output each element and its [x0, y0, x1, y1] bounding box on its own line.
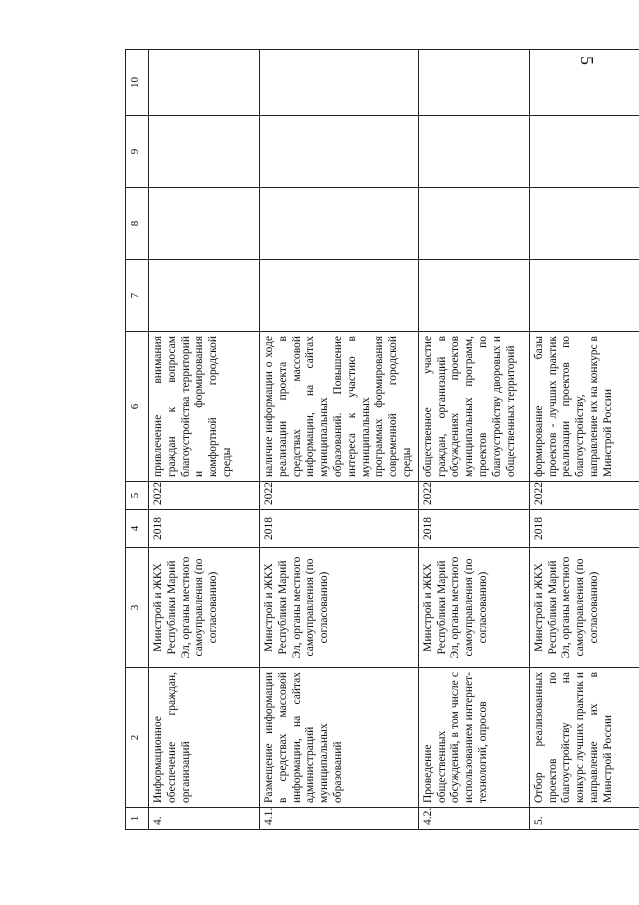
end-year-cell: 2022 — [418, 482, 529, 510]
col-header-4: 4 — [126, 510, 149, 548]
executor-cell: Минстрой и ЖКХ Республики Марий Эл, органы местного самоуправления (по согласованию) — [260, 548, 419, 668]
row-number: 5. — [529, 808, 639, 830]
empty-cell — [529, 116, 639, 188]
end-year-cell: 2022 — [529, 482, 639, 510]
start-year-cell: 2018 — [529, 510, 639, 548]
event-cell: Отбор реализованных проектов по благоустройству на конкурс лучших практик и направление их в Минстрой России — [529, 668, 639, 808]
result-cell: формирование базы проектов - лучших практик реализации проектов по благоустройству, направление их на конкурс в Минстрой России — [529, 332, 639, 482]
table-row — [418, 50, 529, 830]
empty-cell — [529, 188, 639, 260]
end-year-cell: 2022 — [260, 482, 419, 510]
row-number: 4.1. — [260, 808, 419, 830]
empty-cell — [418, 50, 529, 116]
empty-cell — [149, 188, 260, 260]
empty-cell — [418, 116, 529, 188]
event-cell: Размещение информации в средствах массовой информации, на сайтах администраций муниципальных образований — [260, 668, 419, 808]
executor-cell: Минстрой и ЖКХ Республики Марий Эл, органы местного самоуправления (по согласованию) — [418, 548, 529, 668]
start-year-cell: 2018 — [260, 510, 419, 548]
end-year-cell: 2022 — [149, 482, 260, 510]
start-year-cell: 2018 — [149, 510, 260, 548]
col-header-7: 7 — [126, 260, 149, 332]
col-header-9: 9 — [126, 116, 149, 188]
col-header-10: 10 — [126, 50, 149, 116]
result-cell: привлечение внимания граждан к вопросам благоустройства территорий и формирования комфортной городской среды — [149, 332, 260, 482]
empty-cell — [149, 50, 260, 116]
result-cell: наличие информации о ходе реализации проекта в средствах массовой информации, на сайтах муниципальных образований. Повышение интереса к участию в муниципальных программах формирования современной городской среды — [260, 332, 419, 482]
executor-cell: Минстрой и ЖКХ Республики Марий Эл, органы местного самоуправления (по согласованию) — [149, 548, 260, 668]
result-cell: общественное участие граждан, организаций в обсуждениях проектов муниципальных программ, проектов по благоустройству дворовых и общественных территорий — [418, 332, 529, 482]
col-header-5: 5 — [126, 482, 149, 510]
table-row — [149, 50, 260, 830]
row-number: 4. — [149, 808, 260, 830]
empty-cell — [418, 260, 529, 332]
event-cell: Проведение общественных обсуждений, в том числе с использованием интернет-технологий, опросов — [418, 668, 529, 808]
empty-cell — [529, 260, 639, 332]
table-row — [529, 50, 639, 830]
empty-cell — [149, 116, 260, 188]
start-year-cell: 2018 — [418, 510, 529, 548]
empty-cell — [260, 50, 419, 116]
empty-cell — [418, 188, 529, 260]
col-header-2: 2 — [126, 668, 149, 808]
row-number: 4.2. — [418, 808, 529, 830]
page-number: 5 — [577, 56, 597, 65]
col-header-1: 1 — [126, 808, 149, 830]
table-row — [260, 50, 419, 830]
program-table — [125, 49, 639, 830]
col-header-8: 8 — [126, 188, 149, 260]
empty-cell — [260, 260, 419, 332]
event-cell: Информационное обеспечение граждан, организаций — [149, 668, 260, 808]
executor-cell: Минстрой и ЖКХ Республики Марий Эл, органы местного самоуправления (по согласованию) — [529, 548, 639, 668]
empty-cell — [260, 116, 419, 188]
rotated-table-area — [125, 50, 625, 830]
header-row — [126, 50, 149, 830]
empty-cell — [149, 260, 260, 332]
col-header-3: 3 — [126, 548, 149, 668]
empty-cell — [260, 188, 419, 260]
empty-cell — [529, 50, 639, 116]
col-header-6: 6 — [126, 332, 149, 482]
